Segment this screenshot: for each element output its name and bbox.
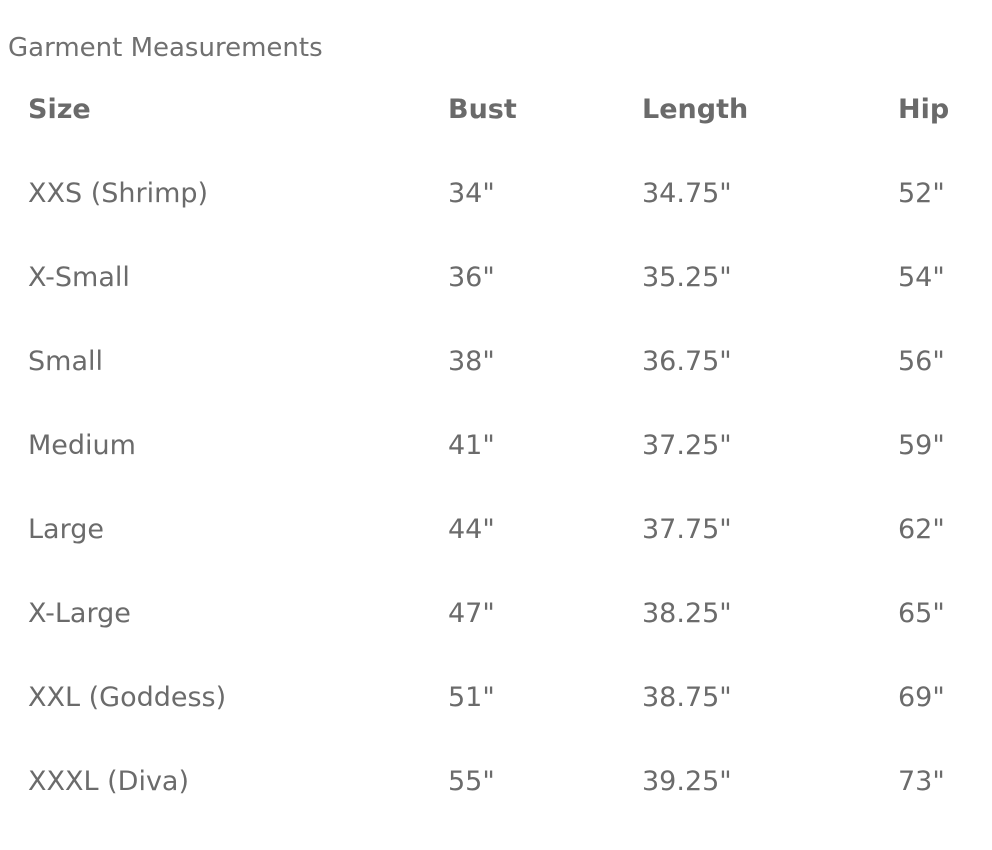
hip-cell: 69" [898, 682, 945, 713]
table-row [0, 236, 992, 320]
size-cell: XXL (Goddess) [28, 682, 227, 713]
table-row [0, 488, 992, 572]
length-cell: 36.75" [642, 346, 732, 377]
table-row [0, 572, 992, 656]
bust-cell: 51" [448, 682, 495, 713]
table-header-row [0, 68, 992, 152]
size-cell: Small [28, 346, 103, 377]
bust-cell: 38" [448, 346, 495, 377]
table-row [0, 404, 992, 488]
hip-cell: 73" [898, 766, 945, 797]
size-cell: Medium [28, 430, 136, 461]
measurements-table [0, 68, 992, 824]
header-size: Size [28, 94, 91, 125]
bust-cell: 41" [448, 430, 495, 461]
hip-cell: 54" [898, 262, 945, 293]
table-row [0, 656, 992, 740]
bust-cell: 34" [448, 178, 495, 209]
bust-cell: 44" [448, 514, 495, 545]
size-cell: Large [28, 514, 104, 545]
header-bust: Bust [448, 94, 517, 125]
table-row [0, 740, 992, 824]
hip-cell: 65" [898, 598, 945, 629]
size-cell: X-Small [28, 262, 130, 293]
length-cell: 37.25" [642, 430, 732, 461]
hip-cell: 62" [898, 514, 945, 545]
bust-cell: 47" [448, 598, 495, 629]
header-hip: Hip [898, 94, 950, 125]
page-title: Garment Measurements [8, 33, 323, 63]
bust-cell: 55" [448, 766, 495, 797]
length-cell: 39.25" [642, 766, 732, 797]
length-cell: 38.75" [642, 682, 732, 713]
length-cell: 37.75" [642, 514, 732, 545]
hip-cell: 52" [898, 178, 945, 209]
bust-cell: 36" [448, 262, 495, 293]
header-length: Length [642, 94, 749, 125]
length-cell: 38.25" [642, 598, 732, 629]
length-cell: 34.75" [642, 178, 732, 209]
hip-cell: 56" [898, 346, 945, 377]
hip-cell: 59" [898, 430, 945, 461]
size-cell: X-Large [28, 598, 131, 629]
table-row [0, 152, 992, 236]
size-cell: XXXL (Diva) [28, 766, 189, 797]
length-cell: 35.25" [642, 262, 732, 293]
table-row [0, 320, 992, 404]
size-cell: XXS (Shrimp) [28, 178, 209, 209]
